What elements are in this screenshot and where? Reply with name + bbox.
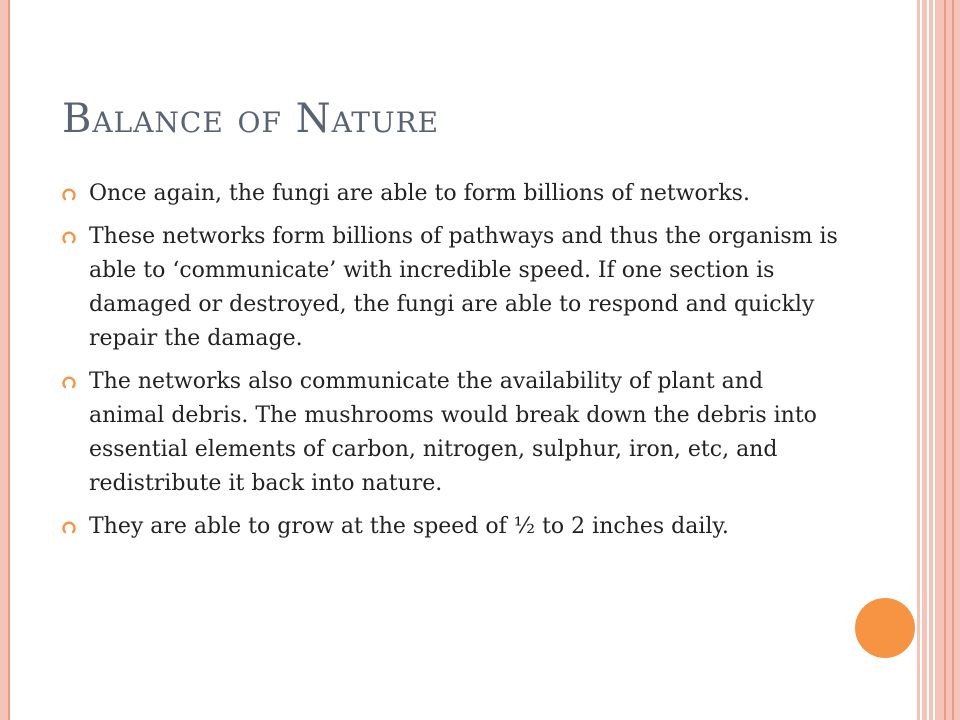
left-border bbox=[0, 0, 8, 720]
bullet-list bbox=[62, 177, 842, 553]
right-stripe-line bbox=[944, 0, 946, 720]
bullet-text: These networks form billions of pathways and thus the organism is able to ‘communicate’ with incredible speed. If one section is damaged or destroyed, the fungi are able to respond and quickly repair the damage. bbox=[89, 224, 838, 351]
bullet-item bbox=[62, 365, 842, 501]
bullet-item bbox=[62, 177, 842, 211]
bullet-arc-icon bbox=[62, 230, 76, 244]
bullet-arc-icon bbox=[62, 375, 76, 389]
bullet-text: The networks also communicate the availability of plant and animal debris. The mushrooms would break down the debris into essential elements of carbon, nitrogen, sulphur, iron, etc, and redistribute it back into nature. bbox=[89, 369, 817, 496]
bullet-item bbox=[62, 510, 842, 544]
bullet-text: They are able to grow at the speed of ½ to 2 inches daily. bbox=[89, 514, 729, 539]
bullet-arc-icon bbox=[62, 520, 76, 534]
right-stripe-line bbox=[952, 0, 954, 720]
bullet-text: Once again, the fungi are able to form billions of networks. bbox=[89, 181, 750, 206]
right-stripe bbox=[935, 0, 960, 720]
left-border-line bbox=[8, 0, 10, 720]
bullet-item bbox=[62, 220, 842, 356]
slide-title: Balance of Nature bbox=[62, 96, 440, 142]
accent-circle bbox=[855, 598, 915, 658]
bullet-arc-icon bbox=[62, 187, 76, 201]
